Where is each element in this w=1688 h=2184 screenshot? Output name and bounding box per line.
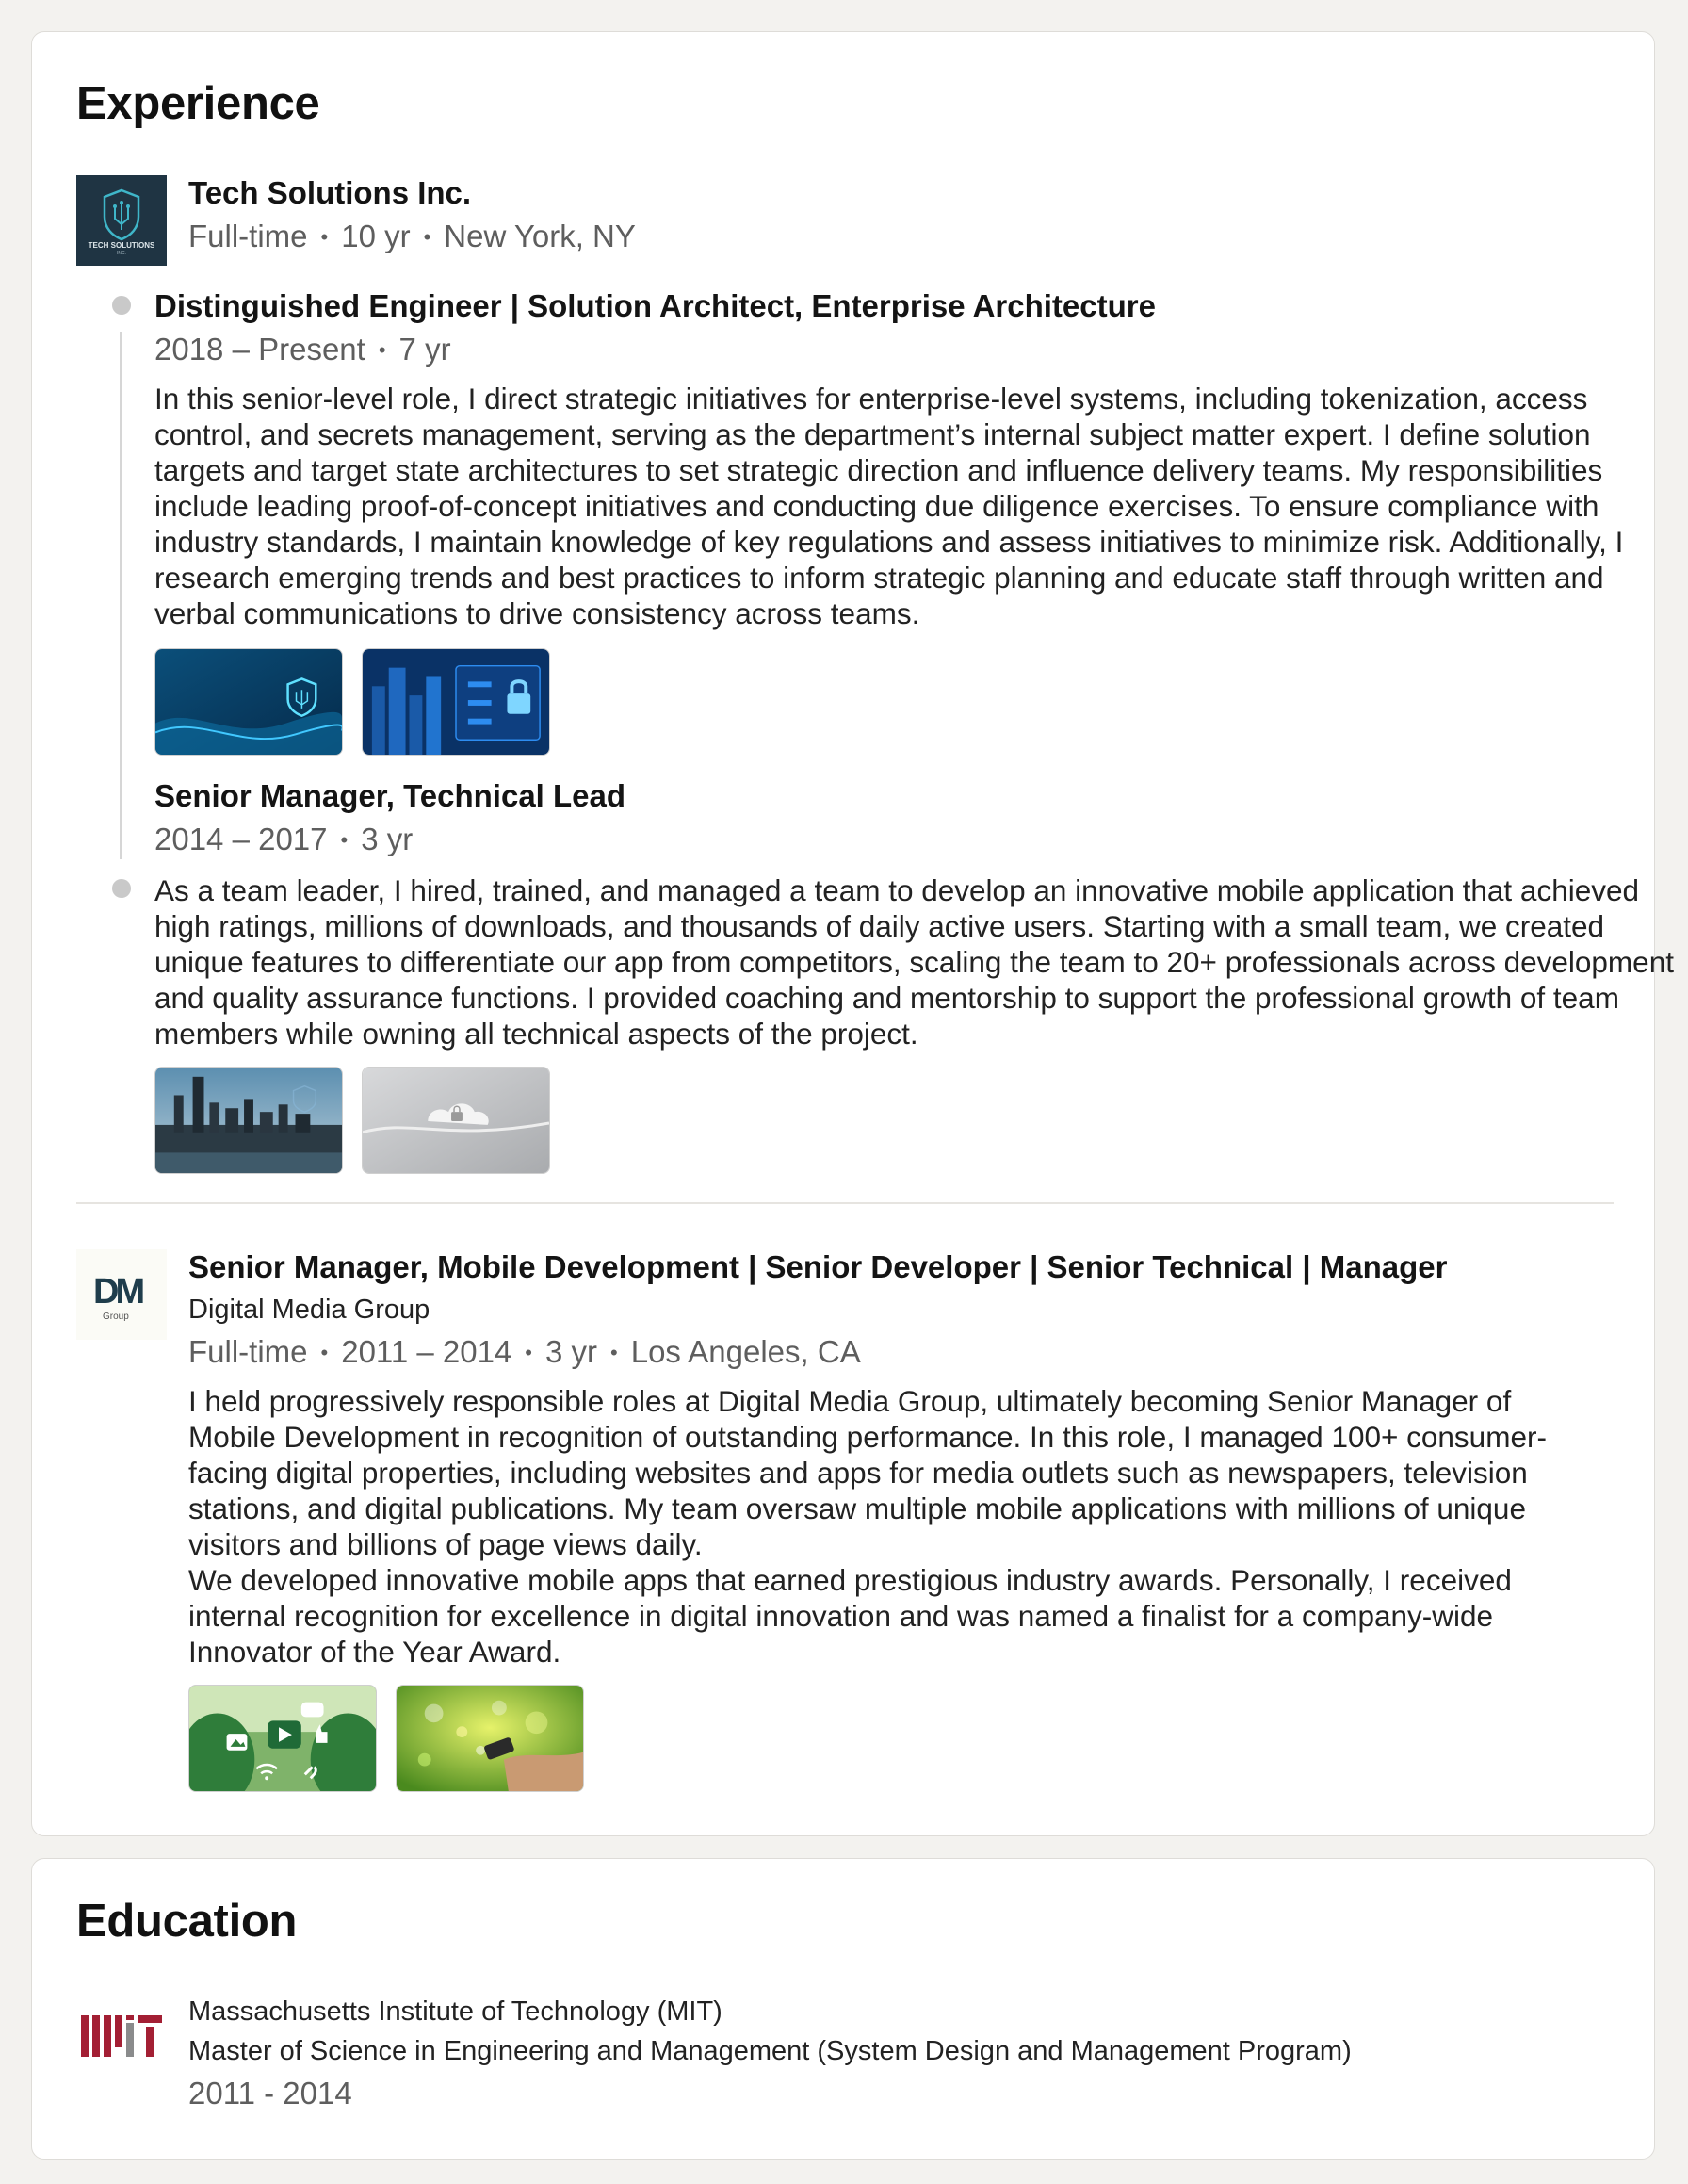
role-description: I held progressively responsible roles at Digital Media Group, ultimately becoming Senior Manager of Mobile Development in recognition of outstanding performance. In this role, I managed 100+ consumer-facing digital properties, including websites and apps for media outlets such as newspapers, television stations, and digital publications. My team oversaw multiple mobile applications with millions of unique visitors and billions of page views daily. <box>188 1384 1547 1561</box>
degree: Master of Science in Engineering and Management (System Design and Management Program) <box>188 2036 1352 2066</box>
timeline-dot <box>112 296 131 315</box>
separator-dot: • <box>320 1341 329 1364</box>
employment-type: Full-time <box>188 1334 308 1369</box>
section-divider <box>76 1202 1614 1204</box>
education-dates: 2011 - 2014 <box>188 2076 352 2111</box>
logo-subtext: INC. <box>117 251 126 256</box>
role-title: Senior Manager, Mobile Development | Senior Developer | Senior Technical | Manager <box>188 1249 1448 1284</box>
company-meta <box>188 219 636 254</box>
education-title: Education <box>76 1896 298 1947</box>
school-name[interactable]: Massachusetts Institute of Technology (MIT) <box>188 1997 722 2027</box>
separator-dot: • <box>340 828 349 852</box>
role-description: As a team leader, I hired, trained, and managed a team to develop an innovative mobile application that achieved high ratings, millions of downloads, and thousands of daily active users. Starting with a small team, we created unique features to differentiate our app from competitors, scaling the team to 20+ professionals across development and quality assurance functions. I provided coaching and mentorship to support the professional growth of team members while owning all technical aspects of the project. <box>154 873 1674 1051</box>
digital-media-group-logo[interactable] <box>76 1249 167 1340</box>
timeline-line <box>120 332 122 859</box>
mit-icon <box>76 1991 167 2081</box>
company-name[interactable]: Digital Media Group <box>188 1295 430 1325</box>
role-dates: 2011 – 2014 <box>341 1334 512 1369</box>
role-duration: 3 yr <box>361 822 414 856</box>
logo-text: DM <box>93 1272 142 1312</box>
city-skyline-image[interactable] <box>154 1067 343 1174</box>
separator-dot: • <box>320 225 329 249</box>
location: New York, NY <box>444 219 636 253</box>
employment-type: Full-time <box>188 219 308 253</box>
role-title: Distinguished Engineer | Solution Architect, Enterprise Architecture <box>154 288 1156 323</box>
location: Los Angeles, CA <box>630 1334 861 1369</box>
experience-title: Experience <box>76 78 320 129</box>
separator-dot: • <box>423 225 431 249</box>
separator-dot: • <box>610 1341 618 1364</box>
social-media-icons-image[interactable] <box>188 1685 377 1792</box>
role-dates: 2014 – 2017 <box>154 822 328 856</box>
company-name[interactable]: Tech Solutions Inc. <box>188 175 472 210</box>
timeline-dot <box>112 879 131 898</box>
experience-section <box>31 31 1674 1836</box>
separator-dot: • <box>378 338 386 362</box>
role-description-continued: We developed innovative mobile apps that earned prestigious industry awards. Personally, I received internal recognition for excellence in digital innovation and was named a finalist for a company-wide Innovator of the Year Award. <box>188 1563 1512 1669</box>
phone-bokeh-image[interactable] <box>396 1685 584 1792</box>
tech-solutions-logo[interactable] <box>76 175 167 266</box>
shield-wave-image[interactable] <box>154 648 343 756</box>
logo-text: TECH SOLUTIONS <box>88 241 155 250</box>
role-meta <box>154 822 413 857</box>
role-meta <box>188 1334 861 1370</box>
role-meta <box>154 332 451 367</box>
role-dates: 2018 – Present <box>154 332 365 367</box>
role-duration: 3 yr <box>545 1334 598 1369</box>
padlock-city-image[interactable] <box>362 648 550 756</box>
education-section <box>31 1858 1655 2160</box>
cloud-lock-image[interactable] <box>362 1067 550 1174</box>
role-title: Senior Manager, Technical Lead <box>154 778 626 813</box>
separator-dot: • <box>525 1341 532 1364</box>
role-description: In this senior-level role, I direct strategic initiatives for enterprise-level systems, including tokenization, access control, and secrets management, serving as the department’s internal subject matter expert. I define solution targets and target state architectures to set strategic direction and influence delivery teams. My responsibilities include leading proof-of-concept initiatives and conducting due diligence exercises. To ensure compliance with industry standards, I maintain knowledge of key regulations and assess initiatives to minimize risk. Additionally, I research emerging trends and best practices to inform strategic planning and educate staff through written and verbal communications to drive consistency across teams. <box>154 382 1624 630</box>
mit-logo[interactable] <box>76 1991 167 2081</box>
total-duration: 10 yr <box>341 219 411 253</box>
logo-subtext: Group <box>103 1312 129 1322</box>
role-duration: 7 yr <box>398 332 451 367</box>
